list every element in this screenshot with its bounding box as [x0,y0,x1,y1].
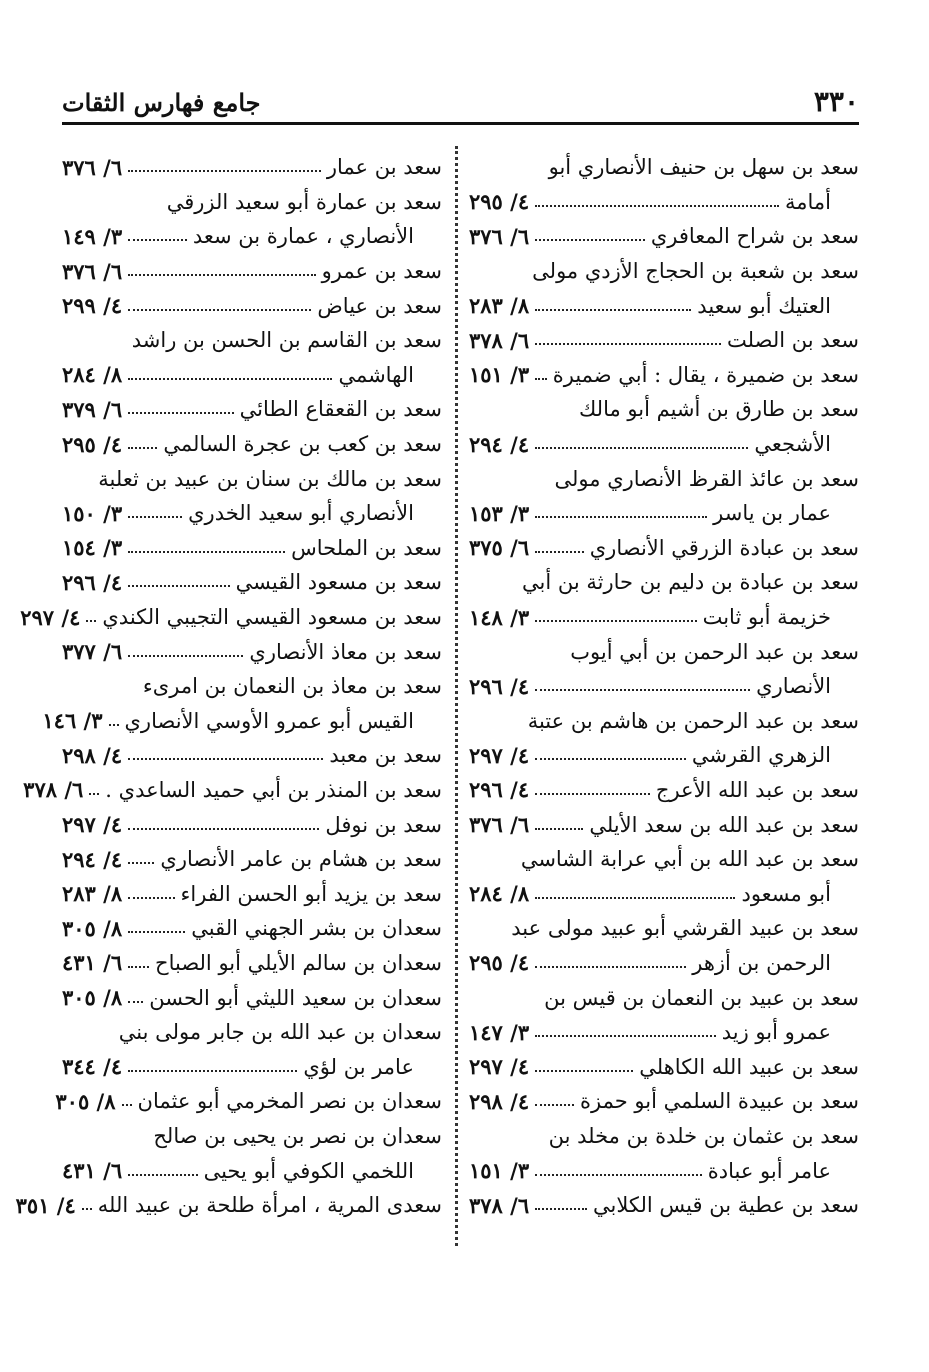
volume-page-ref: ٤/ ٢٩٨ [62,742,123,768]
dot-leader [82,1208,92,1210]
entry-name: سعد بن معبد [329,743,442,768]
index-entry [469,1119,859,1154]
index-entry [62,358,442,393]
dot-leader [535,793,650,795]
dot-leader [535,205,779,207]
dot-leader [86,620,96,622]
dot-leader [535,239,645,241]
dot-leader [535,343,721,345]
entry-name: سعد بن القاسم بن الحسن بن راشد [131,328,442,353]
volume-page-ref: ٣/ ١٤٦ [42,708,103,734]
entry-name: سعدان بن عبد الله بن جابر مولى بني [118,1020,442,1045]
dot-leader [535,966,686,968]
dot-leader [535,1070,633,1072]
dot-leader [535,309,691,311]
index-entry [469,1188,859,1223]
entry-name: سعد بن عبيدة السلمي أبو حمزة [580,1089,859,1114]
index-entry [469,496,859,531]
entry-name: سعد بن عبد الله بن سعد الأيلي [589,812,859,837]
dot-leader [535,1208,587,1210]
volume-page-ref: ٦/ ٣٧٦ [62,258,123,284]
page-title: جامع فهارس الثقات [62,88,261,117]
entry-name: سعد بن نوفل [325,812,442,837]
volume-page-ref: ٤/ ٢٩٧ [469,1054,530,1080]
dot-leader [128,447,157,449]
index-entry [469,254,859,289]
dot-leader [128,862,154,864]
entry-name: عمار بن ياسر [713,501,831,526]
entry-name: سعد بن ضميرة ، يقال : أبي ضميرة [552,362,859,387]
index-entry [15,1188,442,1223]
entry-name: سعدان بن نصر بن يحيى بن صالح [153,1123,442,1148]
volume-page-ref: ٣/ ١٥٣ [469,500,530,526]
entry-name: سعد بن الصلت [727,328,859,353]
index-entry [469,946,859,981]
entry-name: سعد بن عبادة بن دليم بن حارثة بن أبي [522,570,859,595]
index-entry [469,600,859,635]
entry-name: عامر بن لؤي [303,1054,414,1079]
entry-name: الزهري القرشي [691,743,831,768]
volume-page-ref: ٤/ ٢٩٩ [62,293,123,319]
volume-page-ref: ٤/ ٢٩٨ [469,1088,530,1114]
index-entry [62,669,442,704]
entry-name: سعد بن عبد الله بن أبي عرابة الشاسي [520,847,859,872]
column-divider [455,146,458,1246]
dot-leader [535,1174,702,1176]
entry-name: سعد بن عثمان بن خلدة بن مخلد بن [548,1123,859,1148]
index-entry [469,669,859,704]
index-entry [62,1049,442,1084]
volume-page-ref: ٤/ ٢٩٥ [62,431,123,457]
entry-name: سعد بن عبد الرحمن بن أبي أيوب [570,639,859,664]
index-entry [469,911,859,946]
index-entry [469,392,859,427]
index-entry [469,1049,859,1084]
volume-page-ref: ٨/ ٢٨٤ [62,362,123,388]
volume-page-ref: ٤/ ٣٤٤ [62,1054,123,1080]
volume-page-ref: ٦/ ٤٣١ [62,950,123,976]
entry-name: سعدان بن نصر المخرمي أبو عثمان [137,1089,442,1114]
entry-name: سعد بن عياض [317,293,442,318]
volume-page-ref: ٤/ ٣٥١ [15,1192,76,1218]
entry-name: عمرو أبو زيد [721,1020,831,1045]
index-entry [55,1084,442,1119]
volume-page-ref: ٨/ ٢٨٣ [62,881,123,907]
volume-page-ref: ٤/ ٢٩٧ [62,812,123,838]
index-entry [62,565,442,600]
dot-leader [535,551,584,553]
dot-leader [535,758,686,760]
entry-name: سعد بن الملحاس [291,535,442,560]
index-entry [62,1153,442,1188]
index-entry [469,288,859,323]
index-entry [62,150,442,185]
dot-leader [109,724,119,726]
index-entry [469,150,859,185]
dot-leader [128,585,230,587]
entry-name: سعد بن عبيد القرشي أبو عبيد مولى عبد [511,916,859,941]
dot-leader [535,828,583,830]
volume-page-ref: ٤/ ٢٩٤ [62,846,123,872]
volume-page-ref: ٣/ ١٥١ [469,362,530,388]
index-entry [469,980,859,1015]
volume-page-ref: ٦/ ٣٧٦ [469,223,530,249]
index-entry [469,876,859,911]
index-entry [469,1015,859,1050]
dot-leader [535,689,750,691]
entry-name: سعد بن عطية بن قيس الكلابي [593,1193,859,1218]
index-entry [469,634,859,669]
entry-name: الأنصاري [756,674,831,699]
dot-leader [128,1174,197,1176]
volume-page-ref: ٣/ ١٤٨ [469,604,530,630]
dot-leader [128,378,332,380]
dot-leader [128,828,319,830]
entry-name: سعد بن شراح المعافري [650,224,859,249]
index-entry [469,358,859,393]
entry-name: سعد بن عمرو [321,259,442,284]
dot-leader [128,966,149,968]
dot-leader [535,447,748,449]
volume-page-ref: ٤/ ٢٩٧ [469,742,530,768]
index-entry [469,1084,859,1119]
entry-name: سعد بن يزيد أبو الحسن الفراء [180,881,442,906]
entry-name: الهاشمي [338,362,414,387]
dot-leader [535,1035,716,1037]
index-entry [62,392,442,427]
dot-leader [128,758,323,760]
volume-page-ref: ٦/ ٤٣١ [62,1158,123,1184]
volume-page-ref: ٤/ ٢٩٥ [469,189,530,215]
volume-page-ref: ٦/ ٣٧٧ [62,639,123,665]
index-entry [62,842,442,877]
volume-page-ref: ٣/ ١٤٩ [62,223,123,249]
index-entry [20,600,442,635]
volume-page-ref: ٣/ ١٥٤ [62,535,123,561]
index-entry [62,427,442,462]
entry-name: العتيك أبو سعيد [697,293,831,318]
volume-page-ref: ٨/ ٣٠٥ [62,915,123,941]
index-entry [62,876,442,911]
index-entry [62,738,442,773]
entry-name: سعد بن المنذر بن أبي حميد الساعدي . [105,777,442,802]
dot-leader [128,170,321,172]
index-entry [469,842,859,877]
index-entry [62,185,442,220]
index-entry [62,1015,442,1050]
dot-leader [535,516,707,518]
entry-name: سعد بن عبيد بن النعمان بن قيس بن [544,985,859,1010]
index-entry [62,1119,442,1154]
entry-name: سعد بن عبيد الله الكاهلي [639,1054,859,1079]
index-entry [62,980,442,1015]
entry-name: سعد بن عمار [326,155,442,180]
entry-name: خزيمة أبو ثابت [702,605,831,630]
index-entry [469,773,859,808]
entry-name: سعد بن القعقاع الطائي [239,397,442,422]
right-index-column [469,150,859,1222]
index-entry [469,1153,859,1188]
entry-name: سعد بن معاذ بن النعمان بن امرىء [142,674,442,699]
dot-leader [128,931,185,933]
entry-name: سعد بن هشام بن عامر الأنصاري [160,847,442,872]
volume-page-ref: ٤/ ٢٩٤ [469,431,530,457]
volume-page-ref: ٦/ ٣٧٩ [62,396,123,422]
dot-leader [89,793,99,795]
index-entry [469,219,859,254]
volume-page-ref: ٦/ ٣٧٨ [23,777,84,803]
dot-leader [128,655,243,657]
entry-name: سعد بن طارق بن أشيم أبو مالك [578,397,859,422]
volume-page-ref: ٤/ ٢٩٧ [20,604,81,630]
volume-page-ref: ٦/ ٣٧٥ [469,535,530,561]
volume-page-ref: ٦/ ٣٧٨ [469,1192,530,1218]
index-entry [62,219,442,254]
index-entry [469,185,859,220]
volume-page-ref: ٤/ ٢٩٦ [469,777,530,803]
entry-name: الأنصاري ، عمارة بن سعد [192,224,414,249]
volume-page-ref: ٣/ ١٤٧ [469,1019,530,1045]
index-entry [42,704,442,739]
entry-name: سعد بن كعب بن عجرة السالمي [163,432,442,457]
volume-page-ref: ٦/ ٣٧٦ [469,812,530,838]
volume-page-ref: ٤/ ٢٩٥ [469,950,530,976]
volume-page-ref: ٣/ ١٥١ [469,1158,530,1184]
volume-page-ref: ٣/ ١٥٠ [62,500,123,526]
volume-page-ref: ٨/ ٢٨٣ [469,293,530,319]
volume-page-ref: ٦/ ٣٧٦ [62,154,123,180]
index-entry [62,254,442,289]
index-entry [469,565,859,600]
dot-leader [128,551,285,553]
entry-name: سعدى المرية ، امرأة طلحة بن عبيد الله [97,1193,442,1218]
dot-leader [535,1104,574,1106]
dot-leader [128,412,234,414]
dot-leader [128,309,311,311]
index-entry [469,531,859,566]
index-entry [62,634,442,669]
volume-page-ref: ٤/ ٢٩٦ [469,673,530,699]
dot-leader [122,1104,132,1106]
entry-name: سعد بن مالك بن سنان بن عبيد بن ثعلبة [98,466,442,491]
index-entry [62,288,442,323]
entry-name: سعد بن عبادة الزرقي الأنصاري [589,535,859,560]
index-entry [469,704,859,739]
volume-page-ref: ٦/ ٣٧٨ [469,327,530,353]
dot-leader [128,274,316,276]
entry-name: الرحمن بن أزهر [692,950,831,975]
dot-leader [128,1001,143,1003]
index-entry [469,461,859,496]
volume-page-ref: ٤/ ٢٩٦ [62,569,123,595]
index-entry [23,773,442,808]
volume-page-ref: ٨/ ٣٠٥ [55,1088,116,1114]
index-entry [62,946,442,981]
entry-name: سعدان بن سالم الأيلي أبو الصباح [155,950,442,975]
index-entry [469,738,859,773]
dot-leader [535,620,696,622]
index-entry [62,807,442,842]
dot-leader [535,897,735,899]
entry-name: سعد بن شعبة بن الحجاج الأزدي مولى [532,259,859,284]
index-entry [469,807,859,842]
entry-name: سعد بن عبد الرحمن بن هاشم بن عتبة [527,708,859,733]
entry-name: عامر أبو عبادة [707,1158,831,1183]
index-entry [62,496,442,531]
entry-name: سعد بن مسعود القيسي التجيبي الكندي [102,605,442,630]
left-index-column [15,150,442,1222]
dot-leader [128,516,182,518]
index-entry [62,461,442,496]
dot-leader [128,897,174,899]
entry-name: سعدان بن سعيد الليثي أبو الحسن [149,985,442,1010]
dot-leader [128,239,187,241]
entry-name: سعد بن سهل بن حنيف الأنصاري أبو [548,155,859,180]
entry-name: أمامة [785,189,831,214]
dot-leader [128,1070,297,1072]
entry-name: سعد بن مسعود القيسي [235,570,442,595]
entry-name: سعدان بن بشر الجهني القبي [191,916,442,941]
page-header [62,86,859,125]
page-number: ٣٣٠ [813,85,859,118]
index-entry [62,531,442,566]
index-entry [62,323,442,358]
entry-name: الأنصاري أبو سعيد الخدري [188,501,414,526]
index-entry [62,911,442,946]
entry-name: سعد بن عبد الله الأعرج [655,777,859,802]
index-entry [469,427,859,462]
entry-name: اللخمي الكوفي أبو يحيى [203,1158,414,1183]
entry-name: الأشجعي [754,432,831,457]
entry-name: سعد بن عائذ القرظ الأنصاري مولى [554,466,859,491]
entry-name: القيس أبو عمرو الأوسي الأنصاري [124,708,414,733]
volume-page-ref: ٨/ ٢٨٤ [469,881,530,907]
volume-page-ref: ٨/ ٣٠٥ [62,985,123,1011]
dot-leader [535,378,547,380]
entry-name: أبو مسعود [741,881,831,906]
index-entry [469,323,859,358]
entry-name: سعد بن معاذ الأنصاري [249,639,442,664]
entry-name: سعد بن عمارة أبو سعيد الزرقي [166,189,442,214]
